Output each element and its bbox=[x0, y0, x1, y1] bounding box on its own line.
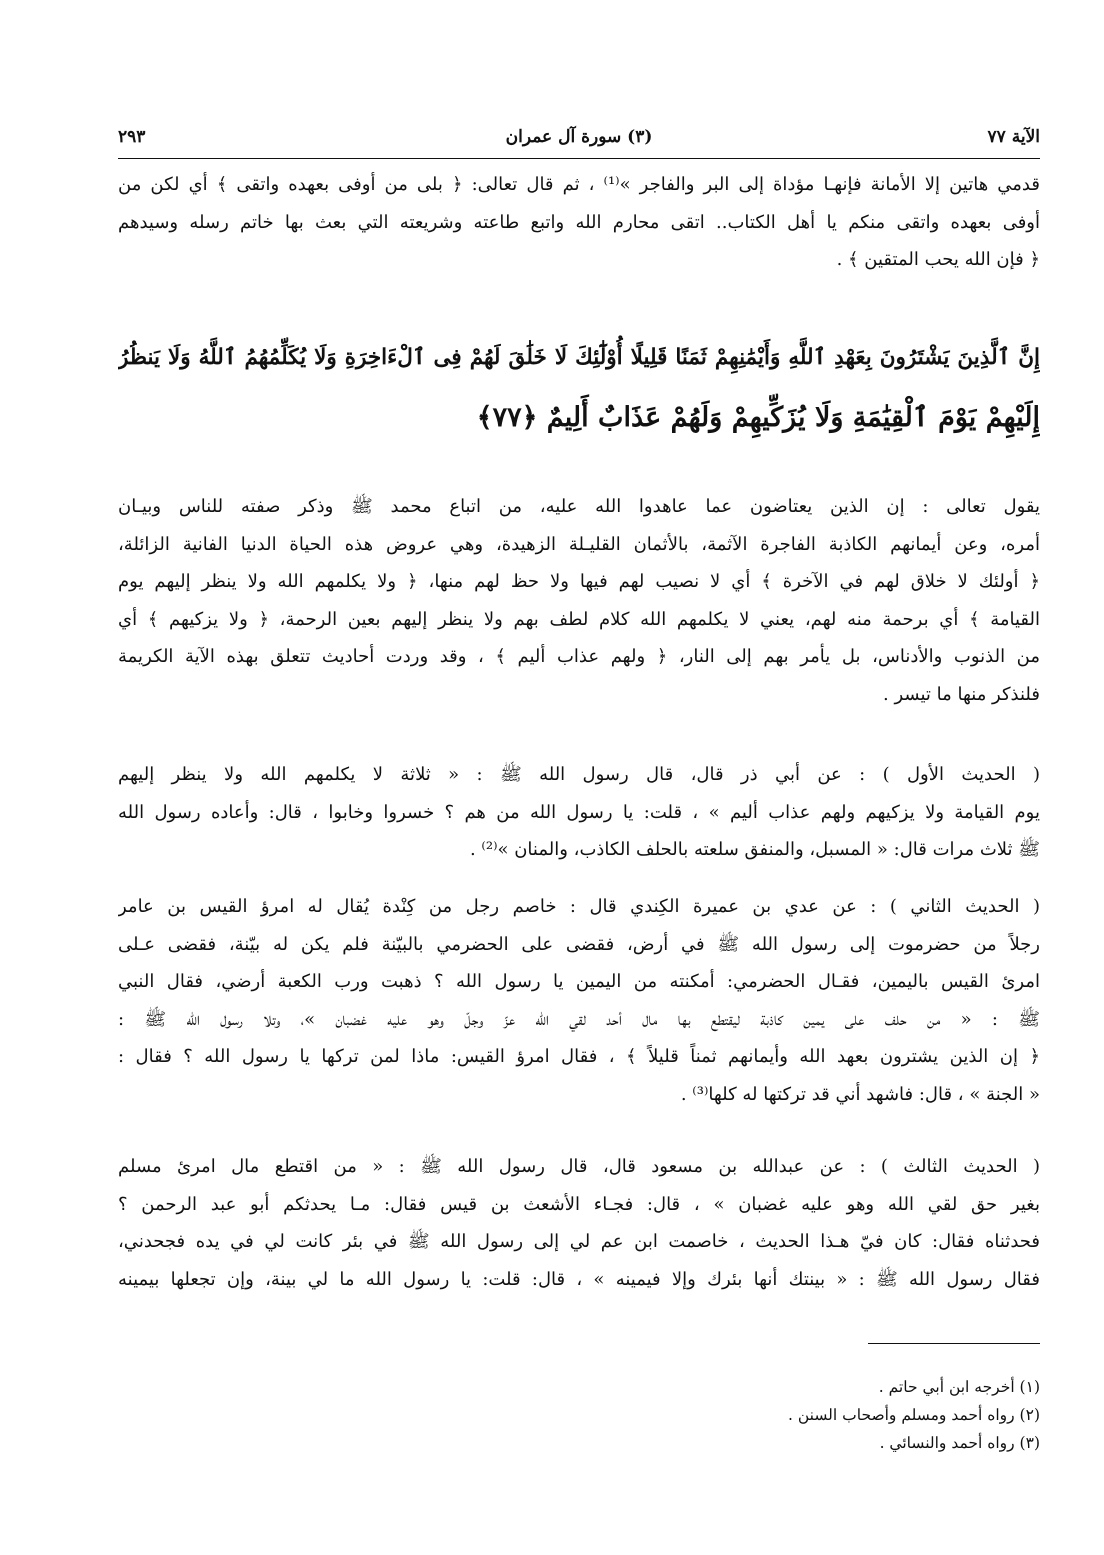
verse-line: إِنَّ ٱلَّذِينَ يَشْتَرُونَ بِعَهْدِ ٱللَّهِ وَأَيْمَٰنِهِمْ ثَمَنًا قَلِيلًا أُوْلَٰٓئِكَ لَا خَلَٰقَ لَهُمْ فِى ٱلْءَاخِرَةِ وَلَا يُكَلِّمُهُمُ ٱللَّهُ وَلَا يَنظُرُ bbox=[118, 345, 1040, 370]
text-line: « الجنة » ، قال: فاشهد أني قد تركتها له كلها⁽³⁾ . bbox=[680, 1083, 1040, 1105]
hadith-two bbox=[118, 888, 1040, 1113]
text-line: ( الحديث الأول ) : عن أبي ذر قال، قال رسول الله ﷺ : « ثلاثة لا يكلمهم الله ولا ينظر إليهم bbox=[118, 764, 1040, 785]
footnote: (٣) رواه أحمد والنسائي . bbox=[879, 1434, 1040, 1452]
hadith-three bbox=[118, 1148, 1040, 1298]
footnote: (١) أخرجه ابن أبي حاتم . bbox=[878, 1378, 1040, 1396]
text-line: ﷺ : « من حلف على يمين كاذبة ليقتطع بها مال أحد لقي الله عزّ وجلّ وهو عليه غضبان »، وتلا رسول الله ﷺ : bbox=[118, 1008, 1040, 1030]
tafsir-paragraph bbox=[118, 488, 1040, 713]
running-header bbox=[118, 127, 1040, 153]
text-line: يوم القيامة ولا يزكيهم ولهم عذاب أليم » ، قلت: يا رسول الله من هم ؟ خسروا وخابوا ، قال: وأعاده رسول الله bbox=[118, 801, 1040, 823]
text-line: ( الحديث الثاني ) : عن عدي بن عميرة الكِندي قال : خاصم رجل من كِنْدة يُقال له امرؤ القيس بن عامر bbox=[118, 896, 1040, 917]
text-line: ﴿ أولئك لا خلاق لهم في الآخرة ﴾ أي لا نصيب لهم فيها ولا حظ لهم منها، ﴿ ولا يكلمهم الله ولا ينظر إليهم يوم bbox=[118, 571, 1040, 592]
text-line: أوفى بعهده واتقى منكم يا أهل الكتاب.. اتقى محارم الله واتبع طاعته وشريعته التي بعث بها خاتم رسله وسيدهم bbox=[118, 211, 1040, 233]
surah-title: (٣) سورة آل عمران bbox=[505, 127, 653, 147]
verse-line: إِلَيْهِمْ يَوْمَ ٱلْقِيَٰمَةِ وَلَا يُزَكِّيهِمْ وَلَهُمْ عَذَابٌ أَلِيمٌ ﴿٧٧﴾ bbox=[476, 402, 1040, 433]
text-line: قدمي هاتين إلا الأمانة فإنهـا مؤداة إلى البر والفاجر »⁽¹⁾ ، ثم قال تعالى: ﴿ بلى من أوفى بعهده واتقى ﴾ أي لكن من bbox=[118, 174, 1040, 195]
footnote: (٢) رواه أحمد ومسلم وأصحاب السنن . bbox=[788, 1406, 1040, 1424]
text-line: فحدثناه فقال: كان فيّ هـذا الحديث ، خاصمت ابن عم لي إلى رسول الله ﷺ في بئر كانت لي في يده فجحدني، bbox=[118, 1231, 1040, 1252]
header-rule bbox=[118, 158, 1040, 159]
text-line: ﷺ ثلاث مرات قال: « المسبل، والمنفق سلعته بالحلف الكاذب، والمنان »⁽²⁾ . bbox=[469, 839, 1040, 860]
hadith-one bbox=[118, 756, 1040, 869]
text-line: امرئ القيس باليمين، فقـال الحضرمي: أمكنته من اليمين يا رسول الله ؟ ذهبت ورب الكعبة أرضي، فقال النبي bbox=[118, 971, 1040, 992]
quran-verse bbox=[118, 328, 1040, 448]
text-line: أمره، وعن أيمانهم الكاذبة الفاجرة الآثمة، بالأثمان القليـلة الزهيدة، وهي عروض هذه الحياة الدنيا الفانية الزائلة، bbox=[118, 533, 1040, 555]
text-line: بغير حق لقي الله وهو عليه غضبان » ، قال: فجـاء الأشعث بن قيس فقال: مـا يحدثكم أبو عبد الرحمن ؟ bbox=[118, 1193, 1040, 1215]
text-line: ﴿ فإن الله يحب المتقين ﴾ . bbox=[836, 249, 1040, 270]
page-number: ٢٩٣ bbox=[118, 127, 146, 147]
text-line: فقال رسول الله ﷺ : « بينتك أنها بئرك وإلا فيمينه » ، قال: قلت: يا رسول الله ما لي بينة، وإن تجعلها بيمينه bbox=[118, 1268, 1040, 1290]
text-line: ( الحديث الثالث ) : عن عبدالله بن مسعود قال، قال رسول الله ﷺ : « من اقتطع مال امرئ مسلم bbox=[118, 1156, 1040, 1177]
text-line: ﴿ إن الذين يشترون بعهد الله وأيمانهم ثمناً قليلاً ﴾ ، فقال امرؤ القيس: ماذا لمن تركها يا رسول الله ؟ فقال : bbox=[118, 1046, 1040, 1067]
text-line: فلنذكر منها ما تيسر . bbox=[883, 683, 1040, 705]
footnote-rule bbox=[868, 1343, 1040, 1344]
verse-reference: الآية ٧٧ bbox=[987, 127, 1040, 147]
footnotes bbox=[118, 1373, 1040, 1457]
paragraph-continuation bbox=[118, 166, 1040, 279]
text-line: يقول تعالى : إن الذين يعتاضون عما عاهدوا الله عليه، من اتباع محمد ﷺ وذكر صفته للناس وبيـان bbox=[118, 496, 1040, 517]
text-line: من الذنوب والأدناس، بل يأمر بهم إلى النار، ﴿ ولهم عذاب أليم ﴾ ، وقد وردت أحاديث تتعلق بهذه الآية الكريمة bbox=[118, 646, 1040, 667]
text-line: القيامة ﴾ أي برحمة منه لهم، يعني لا يكلمهم الله كلام لطف بهم ولا ينظر إليهم بعين الرحمة، ﴿ ولا يزكيهم ﴾ أي bbox=[118, 608, 1040, 630]
text-line: رجلاً من حضرموت إلى رسول الله ﷺ في أرض، فقضى على الحضرمي بالبيّنة فلم يكن له بيّنة، فقضى عـلى bbox=[118, 933, 1040, 955]
